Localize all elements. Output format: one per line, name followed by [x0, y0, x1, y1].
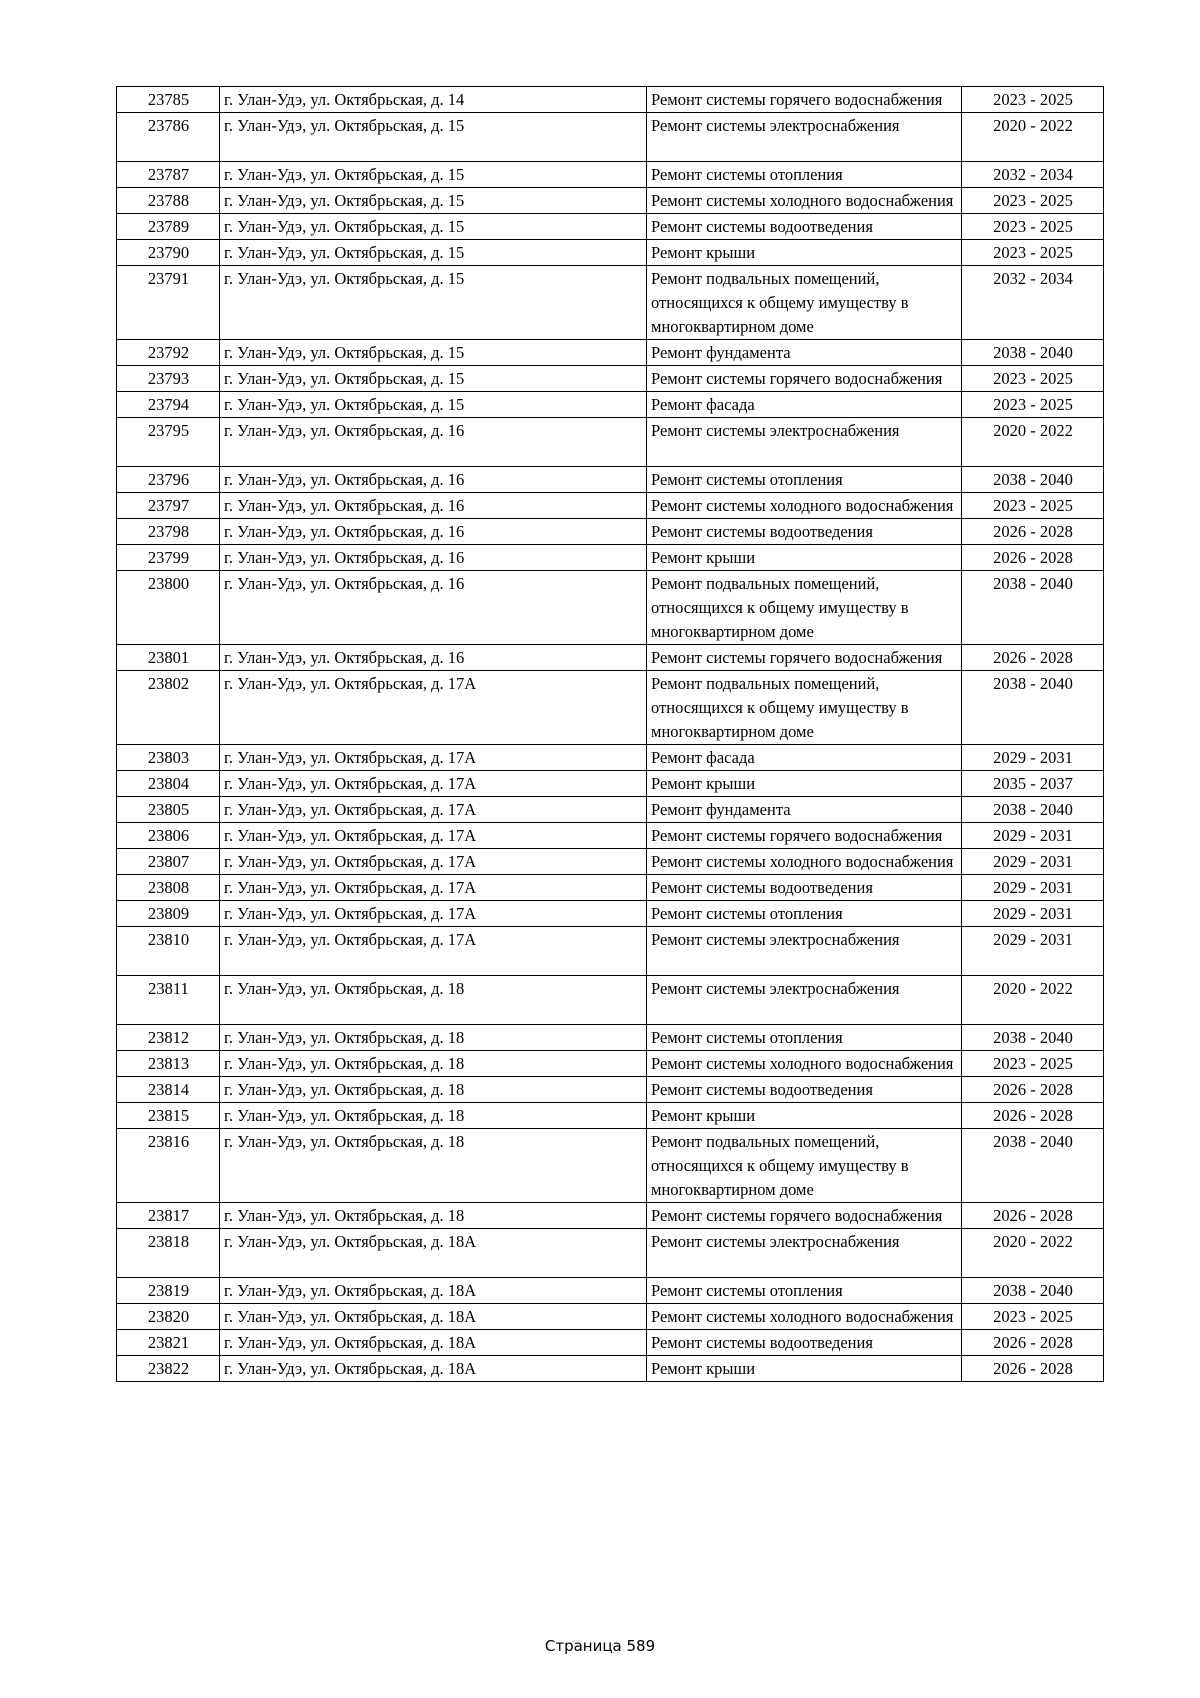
row-number: 23791: [117, 266, 220, 340]
period-cell: 2020 - 2022: [962, 418, 1104, 467]
work-type-cell: Ремонт системы водоотведения: [647, 214, 962, 240]
table-row: [117, 240, 1104, 266]
period-cell: 2020 - 2022: [962, 976, 1104, 1025]
work-type-cell: Ремонт крыши: [647, 771, 962, 797]
address-cell: г. Улан-Удэ, ул. Октябрьская, д. 16: [220, 467, 647, 493]
address-cell: г. Улан-Удэ, ул. Октябрьская, д. 17А: [220, 849, 647, 875]
row-number: 23813: [117, 1051, 220, 1077]
row-number: 23806: [117, 823, 220, 849]
row-number: 23787: [117, 162, 220, 188]
work-type-cell: Ремонт фасада: [647, 745, 962, 771]
work-type-cell: Ремонт системы отопления: [647, 162, 962, 188]
table-row: [117, 467, 1104, 493]
table-row: [117, 493, 1104, 519]
table-row: [117, 849, 1104, 875]
table-row: [117, 519, 1104, 545]
row-number: 23819: [117, 1278, 220, 1304]
period-cell: 2026 - 2028: [962, 1356, 1104, 1382]
row-number: 23814: [117, 1077, 220, 1103]
work-type-cell: Ремонт системы водоотведения: [647, 519, 962, 545]
table-row: [117, 1330, 1104, 1356]
row-number: 23793: [117, 366, 220, 392]
row-number: 23799: [117, 545, 220, 571]
row-number: 23822: [117, 1356, 220, 1382]
period-cell: 2026 - 2028: [962, 545, 1104, 571]
work-type-cell: Ремонт фундамента: [647, 340, 962, 366]
address-cell: г. Улан-Удэ, ул. Октябрьская, д. 16: [220, 645, 647, 671]
row-number: 23797: [117, 493, 220, 519]
row-number: 23795: [117, 418, 220, 467]
address-cell: г. Улан-Удэ, ул. Октябрьская, д. 15: [220, 188, 647, 214]
address-cell: г. Улан-Удэ, ул. Октябрьская, д. 17А: [220, 823, 647, 849]
period-cell: 2026 - 2028: [962, 645, 1104, 671]
work-type-cell: Ремонт системы горячего водоснабжения: [647, 645, 962, 671]
work-type-cell: Ремонт крыши: [647, 1356, 962, 1382]
table-row: [117, 1129, 1104, 1203]
row-number: 23816: [117, 1129, 220, 1203]
work-type-cell: Ремонт системы горячего водоснабжения: [647, 87, 962, 113]
period-cell: 2020 - 2022: [962, 1229, 1104, 1278]
address-cell: г. Улан-Удэ, ул. Октябрьская, д. 15: [220, 392, 647, 418]
address-cell: г. Улан-Удэ, ул. Октябрьская, д. 15: [220, 340, 647, 366]
address-cell: г. Улан-Удэ, ул. Октябрьская, д. 18А: [220, 1304, 647, 1330]
table-row: [117, 188, 1104, 214]
table-row: [117, 1077, 1104, 1103]
row-number: 23812: [117, 1025, 220, 1051]
work-type-cell: Ремонт системы водоотведения: [647, 875, 962, 901]
table-row: [117, 1304, 1104, 1330]
period-cell: 2026 - 2028: [962, 1077, 1104, 1103]
table-row: [117, 745, 1104, 771]
work-type-cell: Ремонт системы отопления: [647, 1278, 962, 1304]
address-cell: г. Улан-Удэ, ул. Октябрьская, д. 15: [220, 162, 647, 188]
address-cell: г. Улан-Удэ, ул. Октябрьская, д. 18: [220, 976, 647, 1025]
row-number: 23801: [117, 645, 220, 671]
address-cell: г. Улан-Удэ, ул. Октябрьская, д. 16: [220, 493, 647, 519]
period-cell: 2023 - 2025: [962, 214, 1104, 240]
row-number: 23808: [117, 875, 220, 901]
address-cell: г. Улан-Удэ, ул. Октябрьская, д. 16: [220, 545, 647, 571]
address-cell: г. Улан-Удэ, ул. Октябрьская, д. 17А: [220, 745, 647, 771]
address-cell: г. Улан-Удэ, ул. Октябрьская, д. 18: [220, 1103, 647, 1129]
row-number: 23809: [117, 901, 220, 927]
row-number: 23789: [117, 214, 220, 240]
address-cell: г. Улан-Удэ, ул. Октябрьская, д. 14: [220, 87, 647, 113]
work-type-cell: Ремонт системы электроснабжения: [647, 418, 962, 467]
work-type-cell: Ремонт крыши: [647, 1103, 962, 1129]
period-cell: 2038 - 2040: [962, 797, 1104, 823]
table-row: [117, 1203, 1104, 1229]
address-cell: г. Улан-Удэ, ул. Октябрьская, д. 17А: [220, 875, 647, 901]
row-number: 23803: [117, 745, 220, 771]
period-cell: 2023 - 2025: [962, 87, 1104, 113]
address-cell: г. Улан-Удэ, ул. Октябрьская, д. 15: [220, 113, 647, 162]
table-row: [117, 418, 1104, 467]
period-cell: 2023 - 2025: [962, 493, 1104, 519]
table-row: [117, 366, 1104, 392]
work-type-cell: Ремонт подвальных помещений, относящихся к общему имуществу в многоквартирном доме: [647, 1129, 962, 1203]
work-type-cell: Ремонт системы водоотведения: [647, 1330, 962, 1356]
page-number: Страница 589: [544, 1637, 656, 1655]
address-cell: г. Улан-Удэ, ул. Октябрьская, д. 18: [220, 1203, 647, 1229]
work-type-cell: Ремонт фасада: [647, 392, 962, 418]
period-cell: 2038 - 2040: [962, 467, 1104, 493]
table-row: [117, 392, 1104, 418]
work-type-cell: Ремонт системы холодного водоснабжения: [647, 849, 962, 875]
address-cell: г. Улан-Удэ, ул. Октябрьская, д. 18А: [220, 1229, 647, 1278]
table-row: [117, 823, 1104, 849]
period-cell: 2029 - 2031: [962, 901, 1104, 927]
table-row: [117, 875, 1104, 901]
address-cell: г. Улан-Удэ, ул. Октябрьская, д. 16: [220, 571, 647, 645]
table-row: [117, 976, 1104, 1025]
repair-schedule-table: [116, 86, 1104, 1382]
address-cell: г. Улан-Удэ, ул. Октябрьская, д. 16: [220, 519, 647, 545]
period-cell: 2026 - 2028: [962, 1103, 1104, 1129]
period-cell: 2026 - 2028: [962, 1203, 1104, 1229]
period-cell: 2038 - 2040: [962, 1278, 1104, 1304]
row-number: 23800: [117, 571, 220, 645]
table-row: [117, 901, 1104, 927]
row-number: 23794: [117, 392, 220, 418]
table-row: [117, 266, 1104, 340]
work-type-cell: Ремонт системы горячего водоснабжения: [647, 366, 962, 392]
period-cell: 2029 - 2031: [962, 823, 1104, 849]
work-type-cell: Ремонт системы холодного водоснабжения: [647, 1304, 962, 1330]
work-type-cell: Ремонт подвальных помещений, относящихся к общему имуществу в многоквартирном доме: [647, 671, 962, 745]
work-type-cell: Ремонт системы электроснабжения: [647, 1229, 962, 1278]
address-cell: г. Улан-Удэ, ул. Октябрьская, д. 15: [220, 240, 647, 266]
address-cell: г. Улан-Удэ, ул. Октябрьская, д. 18: [220, 1077, 647, 1103]
address-cell: г. Улан-Удэ, ул. Октябрьская, д. 16: [220, 418, 647, 467]
row-number: 23785: [117, 87, 220, 113]
table-row: [117, 1025, 1104, 1051]
row-number: 23820: [117, 1304, 220, 1330]
row-number: 23817: [117, 1203, 220, 1229]
work-type-cell: Ремонт крыши: [647, 240, 962, 266]
work-type-cell: Ремонт подвальных помещений, относящихся к общему имуществу в многоквартирном доме: [647, 571, 962, 645]
period-cell: 2038 - 2040: [962, 571, 1104, 645]
work-type-cell: Ремонт системы электроснабжения: [647, 927, 962, 976]
period-cell: 2029 - 2031: [962, 849, 1104, 875]
table-row: [117, 162, 1104, 188]
address-cell: г. Улан-Удэ, ул. Октябрьская, д. 18А: [220, 1278, 647, 1304]
row-number: 23810: [117, 927, 220, 976]
address-cell: г. Улан-Удэ, ул. Октябрьская, д. 17А: [220, 901, 647, 927]
work-type-cell: Ремонт системы электроснабжения: [647, 113, 962, 162]
work-type-cell: Ремонт подвальных помещений, относящихся к общему имуществу в многоквартирном доме: [647, 266, 962, 340]
table-row: [117, 927, 1104, 976]
table-row: [117, 340, 1104, 366]
period-cell: 2023 - 2025: [962, 1051, 1104, 1077]
table-body: [117, 87, 1104, 1382]
row-number: 23815: [117, 1103, 220, 1129]
period-cell: 2029 - 2031: [962, 745, 1104, 771]
period-cell: 2023 - 2025: [962, 392, 1104, 418]
row-number: 23821: [117, 1330, 220, 1356]
row-number: 23811: [117, 976, 220, 1025]
period-cell: 2023 - 2025: [962, 188, 1104, 214]
period-cell: 2035 - 2037: [962, 771, 1104, 797]
work-type-cell: Ремонт системы горячего водоснабжения: [647, 823, 962, 849]
period-cell: 2032 - 2034: [962, 162, 1104, 188]
table-row: [117, 1051, 1104, 1077]
table-row: [117, 113, 1104, 162]
table-row: [117, 645, 1104, 671]
row-number: 23790: [117, 240, 220, 266]
row-number: 23798: [117, 519, 220, 545]
row-number: 23818: [117, 1229, 220, 1278]
table-row: [117, 1278, 1104, 1304]
period-cell: 2020 - 2022: [962, 113, 1104, 162]
row-number: 23788: [117, 188, 220, 214]
work-type-cell: Ремонт системы отопления: [647, 1025, 962, 1051]
period-cell: 2023 - 2025: [962, 240, 1104, 266]
period-cell: 2038 - 2040: [962, 340, 1104, 366]
table-row: [117, 1103, 1104, 1129]
address-cell: г. Улан-Удэ, ул. Октябрьская, д. 15: [220, 214, 647, 240]
work-type-cell: Ремонт системы водоотведения: [647, 1077, 962, 1103]
period-cell: 2023 - 2025: [962, 366, 1104, 392]
row-number: 23802: [117, 671, 220, 745]
period-cell: 2032 - 2034: [962, 266, 1104, 340]
period-cell: 2038 - 2040: [962, 671, 1104, 745]
address-cell: г. Улан-Удэ, ул. Октябрьская, д. 18: [220, 1129, 647, 1203]
table-row: [117, 545, 1104, 571]
period-cell: 2026 - 2028: [962, 519, 1104, 545]
row-number: 23796: [117, 467, 220, 493]
period-cell: 2029 - 2031: [962, 875, 1104, 901]
period-cell: 2029 - 2031: [962, 927, 1104, 976]
address-cell: г. Улан-Удэ, ул. Октябрьская, д. 18: [220, 1051, 647, 1077]
row-number: 23786: [117, 113, 220, 162]
table-row: [117, 214, 1104, 240]
address-cell: г. Улан-Удэ, ул. Октябрьская, д. 15: [220, 266, 647, 340]
table-row: [117, 771, 1104, 797]
address-cell: г. Улан-Удэ, ул. Октябрьская, д. 15: [220, 366, 647, 392]
period-cell: 2038 - 2040: [962, 1025, 1104, 1051]
address-cell: г. Улан-Удэ, ул. Октябрьская, д. 17А: [220, 927, 647, 976]
work-type-cell: Ремонт фундамента: [647, 797, 962, 823]
work-type-cell: Ремонт системы электроснабжения: [647, 976, 962, 1025]
address-cell: г. Улан-Удэ, ул. Октябрьская, д. 18А: [220, 1330, 647, 1356]
address-cell: г. Улан-Удэ, ул. Октябрьская, д. 17А: [220, 797, 647, 823]
period-cell: 2026 - 2028: [962, 1330, 1104, 1356]
table-row: [117, 1229, 1104, 1278]
work-type-cell: Ремонт крыши: [647, 545, 962, 571]
work-type-cell: Ремонт системы холодного водоснабжения: [647, 1051, 962, 1077]
work-type-cell: Ремонт системы холодного водоснабжения: [647, 493, 962, 519]
table-row: [117, 797, 1104, 823]
row-number: 23805: [117, 797, 220, 823]
address-cell: г. Улан-Удэ, ул. Октябрьская, д. 18А: [220, 1356, 647, 1382]
table-row: [117, 87, 1104, 113]
work-type-cell: Ремонт системы отопления: [647, 901, 962, 927]
row-number: 23804: [117, 771, 220, 797]
address-cell: г. Улан-Удэ, ул. Октябрьская, д. 17А: [220, 671, 647, 745]
work-type-cell: Ремонт системы горячего водоснабжения: [647, 1203, 962, 1229]
period-cell: 2023 - 2025: [962, 1304, 1104, 1330]
table-row: [117, 671, 1104, 745]
period-cell: 2038 - 2040: [962, 1129, 1104, 1203]
work-type-cell: Ремонт системы холодного водоснабжения: [647, 188, 962, 214]
row-number: 23807: [117, 849, 220, 875]
work-type-cell: Ремонт системы отопления: [647, 467, 962, 493]
table-row: [117, 571, 1104, 645]
table-row: [117, 1356, 1104, 1382]
row-number: 23792: [117, 340, 220, 366]
address-cell: г. Улан-Удэ, ул. Октябрьская, д. 17А: [220, 771, 647, 797]
address-cell: г. Улан-Удэ, ул. Октябрьская, д. 18: [220, 1025, 647, 1051]
